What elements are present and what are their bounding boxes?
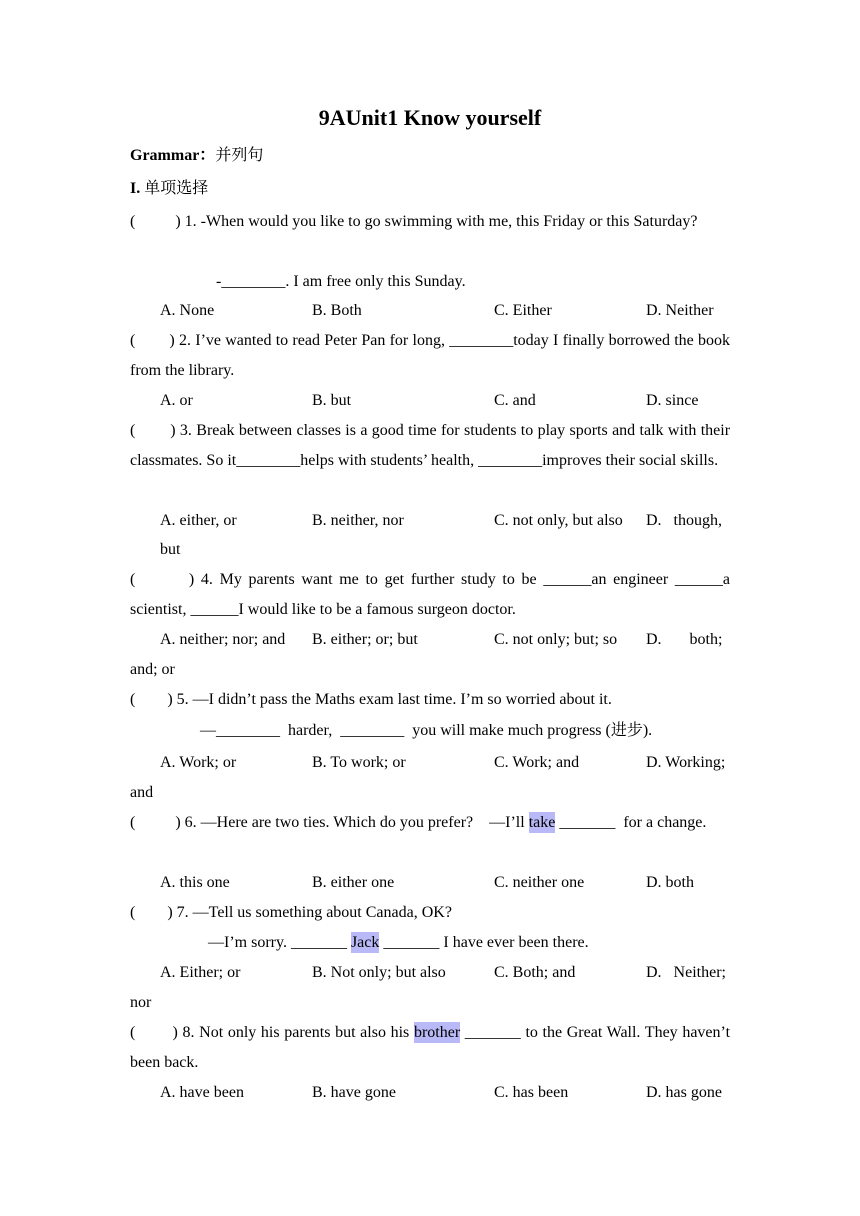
section-label: I. [130, 180, 141, 197]
option-b: B. but [312, 392, 352, 409]
option-d: D. Neither [646, 302, 714, 319]
question-text: 6. —Here are two ties. Which do you prefer? —I’ll [184, 814, 529, 831]
question-text: 8. Not only his parents but also his [182, 1024, 414, 1041]
option-d: D. both [646, 874, 694, 891]
option-c: C. neither one [494, 874, 585, 891]
option-b: B. Both [312, 302, 362, 319]
section-name: 单项选择 [144, 180, 209, 197]
option-c: C. has been [494, 1084, 569, 1101]
option-a: A. neither; nor; and [160, 631, 286, 648]
option-b: B. have gone [312, 1084, 396, 1101]
question-2 [130, 326, 730, 386]
option-d-continued: nor [130, 994, 152, 1011]
option-b: B. neither, nor [312, 512, 404, 529]
answer-blank: ( ) [130, 814, 181, 831]
option-d-continued: and; or [130, 661, 175, 678]
option-a: A. either, or [160, 512, 237, 529]
option-c: C. and [494, 392, 536, 409]
question-text-continued: _______ for a change. [555, 814, 707, 831]
option-a: A. or [160, 392, 193, 409]
grammar-topic: 并列句 [215, 147, 264, 164]
reply-text-continued: _______ I have ever been there. [379, 934, 589, 951]
option-a: A. have been [160, 1084, 244, 1101]
question-7-reply [208, 928, 589, 958]
option-c: C. not only; but; so [494, 631, 618, 648]
grammar-heading [130, 144, 263, 168]
question-text: 2. I’ve wanted to read Peter Pan for long, ________today I finally borrowed the book from the library. [130, 332, 731, 379]
option-a: A. this one [160, 874, 230, 891]
option-b: B. either; or; but [312, 631, 418, 648]
option-d-continued: but [160, 541, 181, 558]
highlighted-word: brother [413, 1024, 461, 1041]
option-d: D. though, [646, 512, 722, 529]
question-5-reply: —________ harder, ________ you will make much progress (进步). [200, 722, 653, 739]
question-text: 1. -When would you like to go swimming with me, this Friday or this Saturday? [184, 213, 698, 230]
option-b: B. Not only; but also [312, 964, 446, 981]
question-4 [130, 565, 730, 625]
question-1-reply: -________. I am free only this Sunday. [216, 273, 466, 290]
question-text: 4. My parents want me to get further study to be ______an engineer ______a scientist, ______I would like to be a famous surgeon doctor. [130, 571, 731, 618]
section-heading [130, 177, 208, 201]
option-d-continued: and [130, 784, 154, 801]
answer-blank: ( ) [130, 422, 176, 439]
answer-blank: ( ) [130, 571, 195, 588]
question-1 [130, 207, 730, 237]
question-3 [130, 416, 730, 476]
answer-blank: ( ) [130, 691, 173, 708]
option-a: A. Either; or [160, 964, 241, 981]
option-d: D. since [646, 392, 699, 409]
answer-blank: ( ) [130, 904, 173, 921]
question-8 [130, 1018, 735, 1078]
option-d: D. Working; [646, 754, 726, 771]
question-6 [130, 808, 730, 838]
answer-blank: ( ) [130, 332, 175, 349]
highlighted-word: Jack [350, 934, 380, 951]
option-c: C. Work; and [494, 754, 580, 771]
option-a: A. Work; or [160, 754, 237, 771]
answer-blank: ( ) [130, 1024, 178, 1041]
option-c: C. not only, but also [494, 512, 623, 529]
option-b: B. either one [312, 874, 395, 891]
answer-blank: ( ) [130, 213, 181, 230]
option-d: D. both; [646, 631, 723, 648]
page-title: 9AUnit1 Know yourself [318, 105, 542, 130]
question-5 [130, 685, 730, 715]
option-c: C. Both; and [494, 964, 576, 981]
question-text-continued: _______ to the Great Wall. They haven’t been back. [130, 1024, 735, 1071]
option-d: D. Neither; [646, 964, 726, 981]
grammar-label: Grammar： [130, 147, 216, 164]
reply-text: —I’m sorry. _______ [208, 934, 351, 951]
option-c: C. Either [494, 302, 552, 319]
option-b: B. To work; or [312, 754, 406, 771]
question-text: 3. Break between classes is a good time for students to play sports and talk with their classmates. So it________helps with students’ health, ________improves their social skills. [130, 422, 731, 469]
option-d: D. has gone [646, 1084, 722, 1101]
highlighted-word: take [528, 814, 556, 831]
question-text: 5. —I didn’t pass the Maths exam last time. I’m so worried about it. [176, 691, 612, 708]
question-text: 7. —Tell us something about Canada, OK? [176, 904, 452, 921]
question-7 [130, 898, 730, 928]
option-a: A. None [160, 302, 215, 319]
